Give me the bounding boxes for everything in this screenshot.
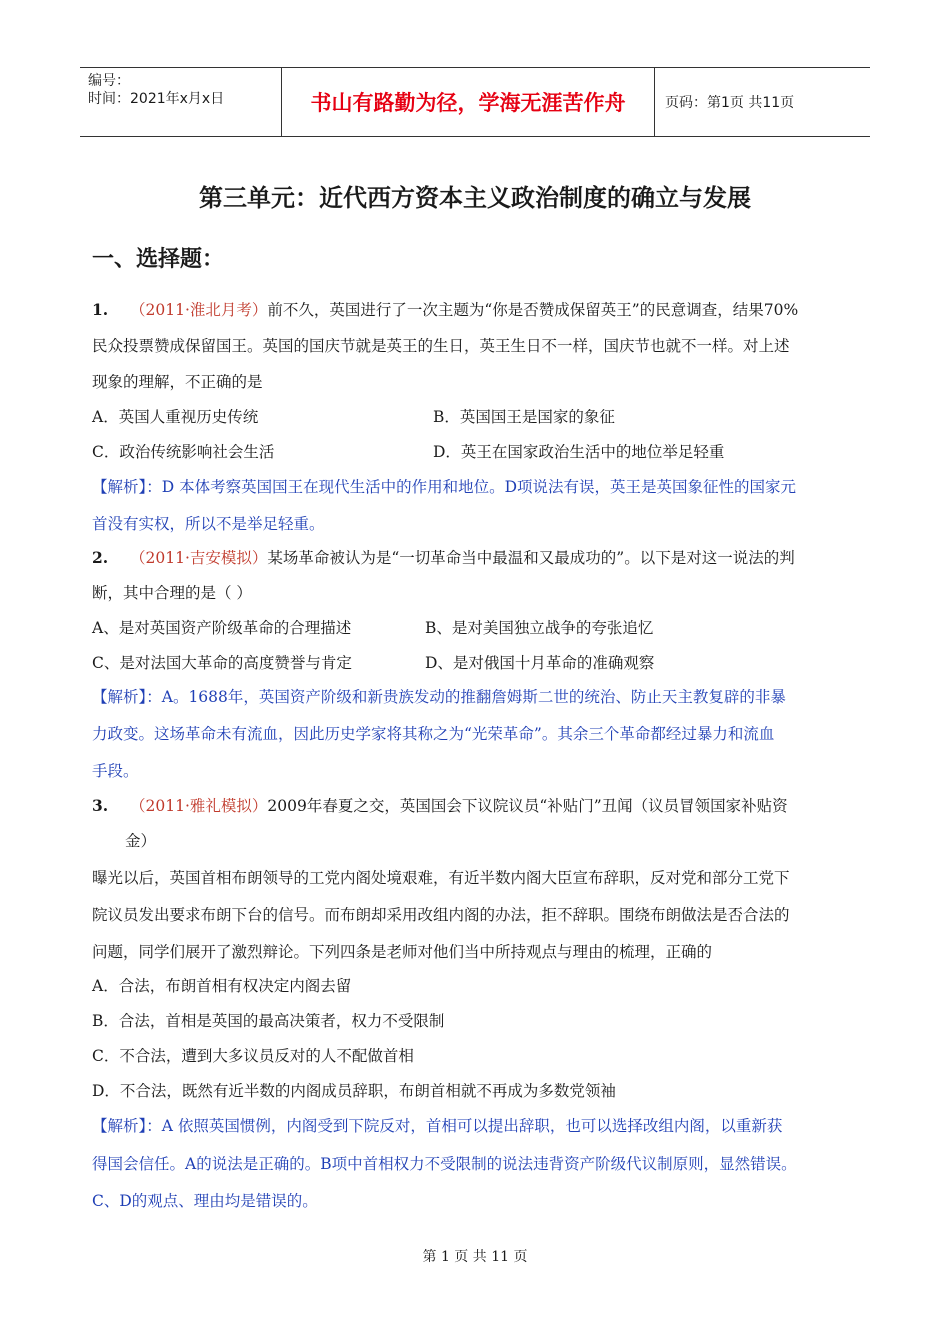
answer-3-line-3: C、D的观点、理由均是错误的。: [92, 1192, 318, 1210]
page-footer: 第 1 页 共 11 页: [422, 1249, 528, 1265]
option-c: C、是对法国大革命的高度赞誉与肯定: [92, 654, 352, 672]
document-title: 第三单元：近代西方资本主义政治制度的确立与发展: [199, 184, 751, 212]
option-d: D．英王在国家政治生活中的地位举足轻重: [433, 443, 725, 461]
option-c: C．政治传统影响社会生活: [92, 443, 275, 461]
question-text: 前不久，英国进行了一次主题为“你是否赞成保留英王”的民意调查，结果70%: [267, 301, 799, 319]
option-a: A．英国人重视历史传统: [92, 408, 259, 426]
header-motto: 书山有路勤为径，学海无涯苦作舟: [281, 68, 655, 136]
question-3-line-3: 院议员发出要求布朗下台的信号。而布朗却采用改组内阁的办法，拒不辞职。围绕布朗做法是否合法的: [92, 906, 790, 924]
question-source: （2011·淮北月考）: [130, 301, 268, 319]
question-1-options-row-1: [92, 405, 258, 427]
question-2-line-2: 断，其中合理的是（ ）: [92, 584, 252, 602]
option-a: A、是对英国资产阶级革命的合理描述: [92, 619, 352, 637]
question-3-line-1b: 金）: [125, 832, 157, 850]
header-page-info: 页码：第1页 共11页: [665, 95, 795, 111]
option-d: D、是对俄国十月革命的准确观察: [425, 654, 655, 672]
question-3-line-4: 问题，同学们展开了激烈辩论。下列四条是老师对他们当中所持观点与理由的梳理，正确的: [92, 943, 713, 961]
date-label: 时间：2021年x月x日: [88, 91, 225, 107]
option-c: C．不合法，遭到大多议员反对的人不配做首相: [92, 1047, 414, 1065]
option-b: B、是对美国独立战争的夸张追忆: [425, 619, 654, 637]
page-header: [80, 67, 870, 137]
answer-3-line-1: 【解析】：A 依照英国惯例，内阁受到下院反对，首相可以提出辞职，也可以选择改组内阁，以重新获: [92, 1117, 783, 1135]
question-text: 2009年春夏之交，英国国会下议院议员“补贴门”丑闻（议员冒领国家补贴资: [267, 797, 788, 815]
option-b: B．英国国王是国家的象征: [433, 408, 615, 426]
header-meta: [80, 68, 281, 136]
answer-2-line-2: 力政变。这场革命未有流血，因此历史学家将其称之为“光荣革命”。其余三个革命都经过暴力和流血: [92, 725, 775, 743]
question-1-line-3: 现象的理解，不正确的是: [92, 373, 263, 391]
answer-1-line-1: 【解析】：D 本体考察英国国王在现代生活中的作用和地位。D项说法有误，英王是英国象征性的国家元: [92, 478, 797, 496]
question-3-line-2: 曝光以后，英国首相布朗领导的工党内阁处境艰难，有近半数内阁大臣宣布辞职，反对党和部分工党下: [92, 869, 790, 887]
answer-2-line-1: 【解析】：A。1688年，英国资产阶级和新贵族发动的推翻詹姆斯二世的统治、防止天主教复辟的非暴: [92, 688, 786, 706]
question-source: （2011·吉安模拟）: [130, 549, 268, 567]
question-1-line-1: [92, 298, 798, 320]
question-source: （2011·雅礼模拟）: [130, 797, 268, 815]
option-a: A．合法，布朗首相有权决定内阁去留: [92, 977, 352, 995]
question-number: 2.: [92, 548, 109, 567]
question-text: 某场革命被认为是“一切革命当中最温和又最成功的”。以下是对这一说法的判: [267, 549, 795, 567]
number-label: 编号：: [88, 73, 130, 89]
question-number: 3.: [92, 796, 109, 815]
answer-1-line-2: 首没有实权，所以不是举足轻重。: [92, 515, 325, 533]
answer-2-line-3: 手段。: [92, 762, 139, 780]
question-2-line-1: [92, 546, 795, 568]
question-3-line-1: [92, 794, 788, 816]
option-d: D．不合法，既然有近半数的内阁成员辞职，布朗首相就不再成为多数党领袖: [92, 1082, 616, 1100]
question-1-line-2: 民众投票赞成保留国王。英国的国庆节就是英王的生日，英王生日不一样，国庆节也就不一样。对上述: [92, 337, 790, 355]
question-number: 1.: [92, 300, 109, 319]
answer-3-line-2: 得国会信任。A的说法是正确的。B项中首相权力不受限制的说法违背资产阶级代议制原则，显然错误。: [92, 1155, 797, 1173]
section-heading: 一、选择题：: [92, 247, 225, 272]
option-b: B．合法，首相是英国的最高决策者，权力不受限制: [92, 1012, 445, 1030]
